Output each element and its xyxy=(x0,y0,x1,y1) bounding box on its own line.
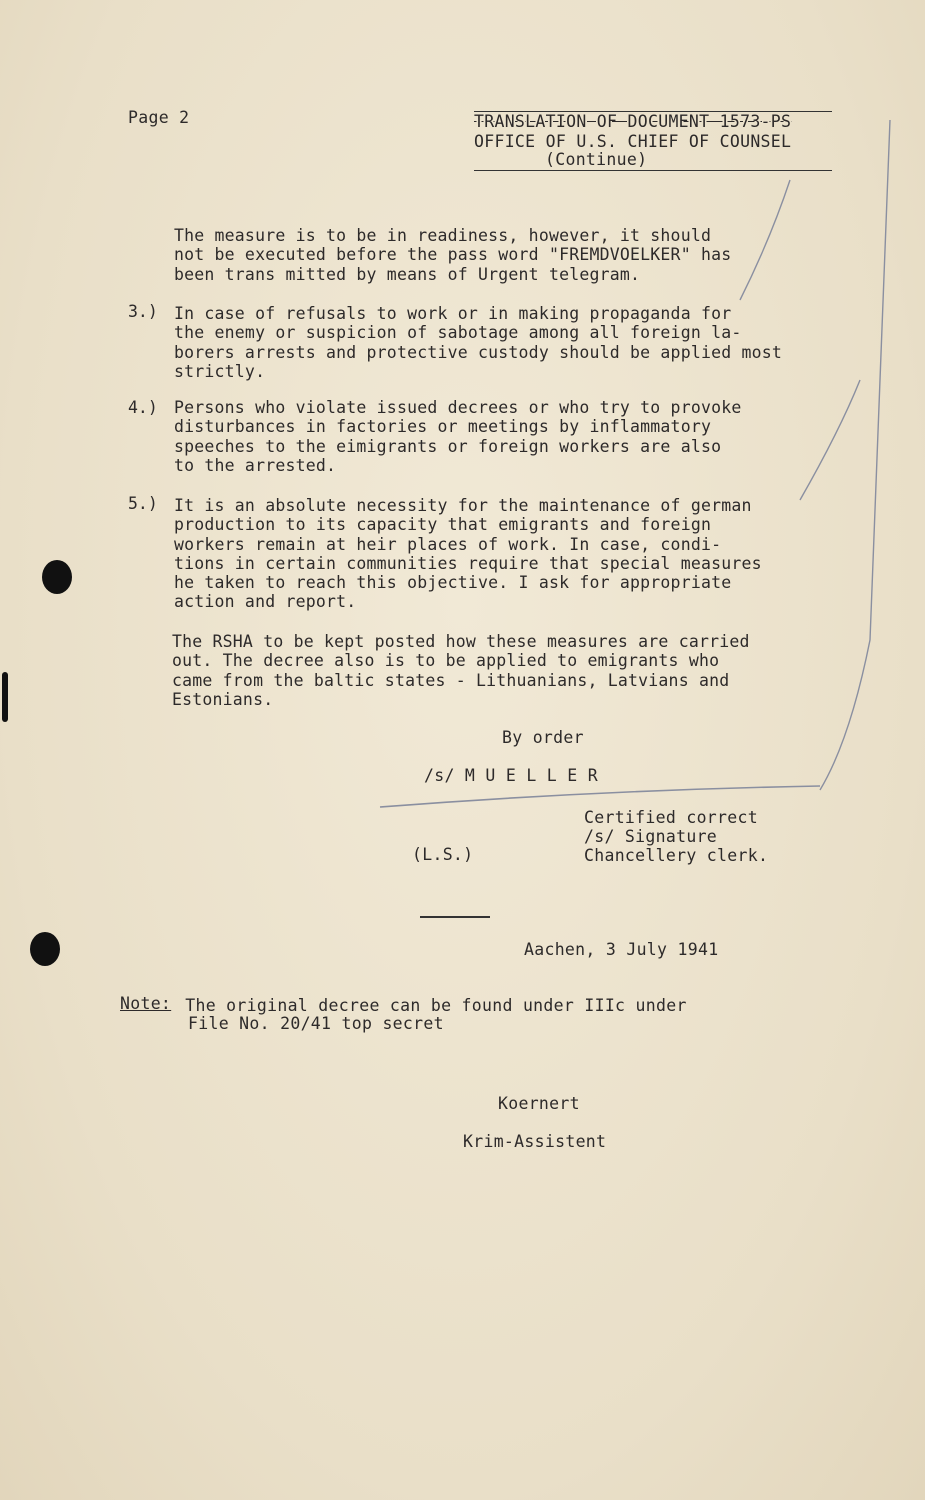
item-paragraph xyxy=(174,496,762,612)
certified-correct: Certified correct xyxy=(584,808,758,827)
text-line: came from the baltic states - Lithuanians, Latvians and xyxy=(172,670,730,690)
text-line: tions in certain communities require that special measures xyxy=(174,553,762,573)
text-line: The RSHA to be kept posted how these measures are carried xyxy=(172,632,750,651)
pencil-underline xyxy=(380,786,820,807)
chancellery-clerk: Chancellery clerk. xyxy=(584,846,769,865)
continue-label: (Continue) xyxy=(545,150,648,169)
text-line: production to its capacity that emigrants and foreign xyxy=(174,515,712,535)
text-line: In case of refusals to work or in making propaganda for xyxy=(174,304,732,323)
item-paragraph xyxy=(174,304,782,381)
text-line: action and report. xyxy=(174,592,357,612)
seal-label: (L.S.) xyxy=(412,845,474,864)
by-order-label: By order xyxy=(502,728,584,747)
certified-signature: /s/ Signature xyxy=(584,827,718,846)
text-line: disturbances in factories or meetings by inflammatory xyxy=(174,417,712,437)
note-line: File No. 20/41 top secret xyxy=(188,1014,444,1033)
text-line: out. The decree also is to be applied to emigrants who xyxy=(172,651,720,671)
text-line: not be executed before the pass word "FREMDVOELKER" has xyxy=(174,245,732,265)
text-line: workers remain at heir places of work. In case, condi- xyxy=(174,534,722,554)
item-number: 4.) xyxy=(128,398,158,417)
text-line: to the arrested. xyxy=(174,455,337,475)
signatory-rank: Krim-Assistent xyxy=(463,1132,607,1151)
item-number: 3.) xyxy=(128,302,158,321)
text-line: Persons who violate issued decrees or who try to provoke xyxy=(174,398,742,417)
text-line: The measure is to be in readiness, however, it should xyxy=(174,226,712,245)
title-rule-top xyxy=(474,111,832,112)
signed-name: /s/ M U E L L E R xyxy=(424,766,598,785)
closing-paragraph xyxy=(172,632,750,709)
section-divider xyxy=(420,916,490,918)
item-paragraph xyxy=(174,398,742,475)
text-line: borers arrests and protective custody should be applied most xyxy=(174,342,783,362)
item-number: 5.) xyxy=(128,494,158,513)
pencil-bracket-line xyxy=(740,120,890,790)
note-label: Note: xyxy=(120,994,172,1013)
document-title: TRANSLATION OF DOCUMENT 1573-PS xyxy=(474,112,792,131)
intro-paragraph xyxy=(174,226,731,284)
note-line: The original decree can be found under IIIc under xyxy=(175,996,687,1015)
signatory-name: Koernert xyxy=(498,1094,580,1113)
text-line: speeches to the eimigrants or foreign workers are also xyxy=(174,436,722,456)
text-line: been trans mitted by means of Urgent telegram. xyxy=(174,264,641,284)
text-line: Estonians. xyxy=(172,689,274,709)
page-number: Page 2 xyxy=(128,108,190,127)
date-line: Aachen, 3 July 1941 xyxy=(524,940,719,959)
text-line: strictly. xyxy=(174,361,266,381)
text-line: the enemy or suspicion of sabotage among all foreign la- xyxy=(174,323,742,343)
text-line: he taken to reach this objective. I ask for appropriate xyxy=(174,573,732,593)
title-rule-bottom xyxy=(474,170,832,171)
office-title: OFFICE OF U.S. CHIEF OF COUNSEL xyxy=(474,132,792,151)
text-line: It is an absolute necessity for the maintenance of german xyxy=(174,496,752,515)
